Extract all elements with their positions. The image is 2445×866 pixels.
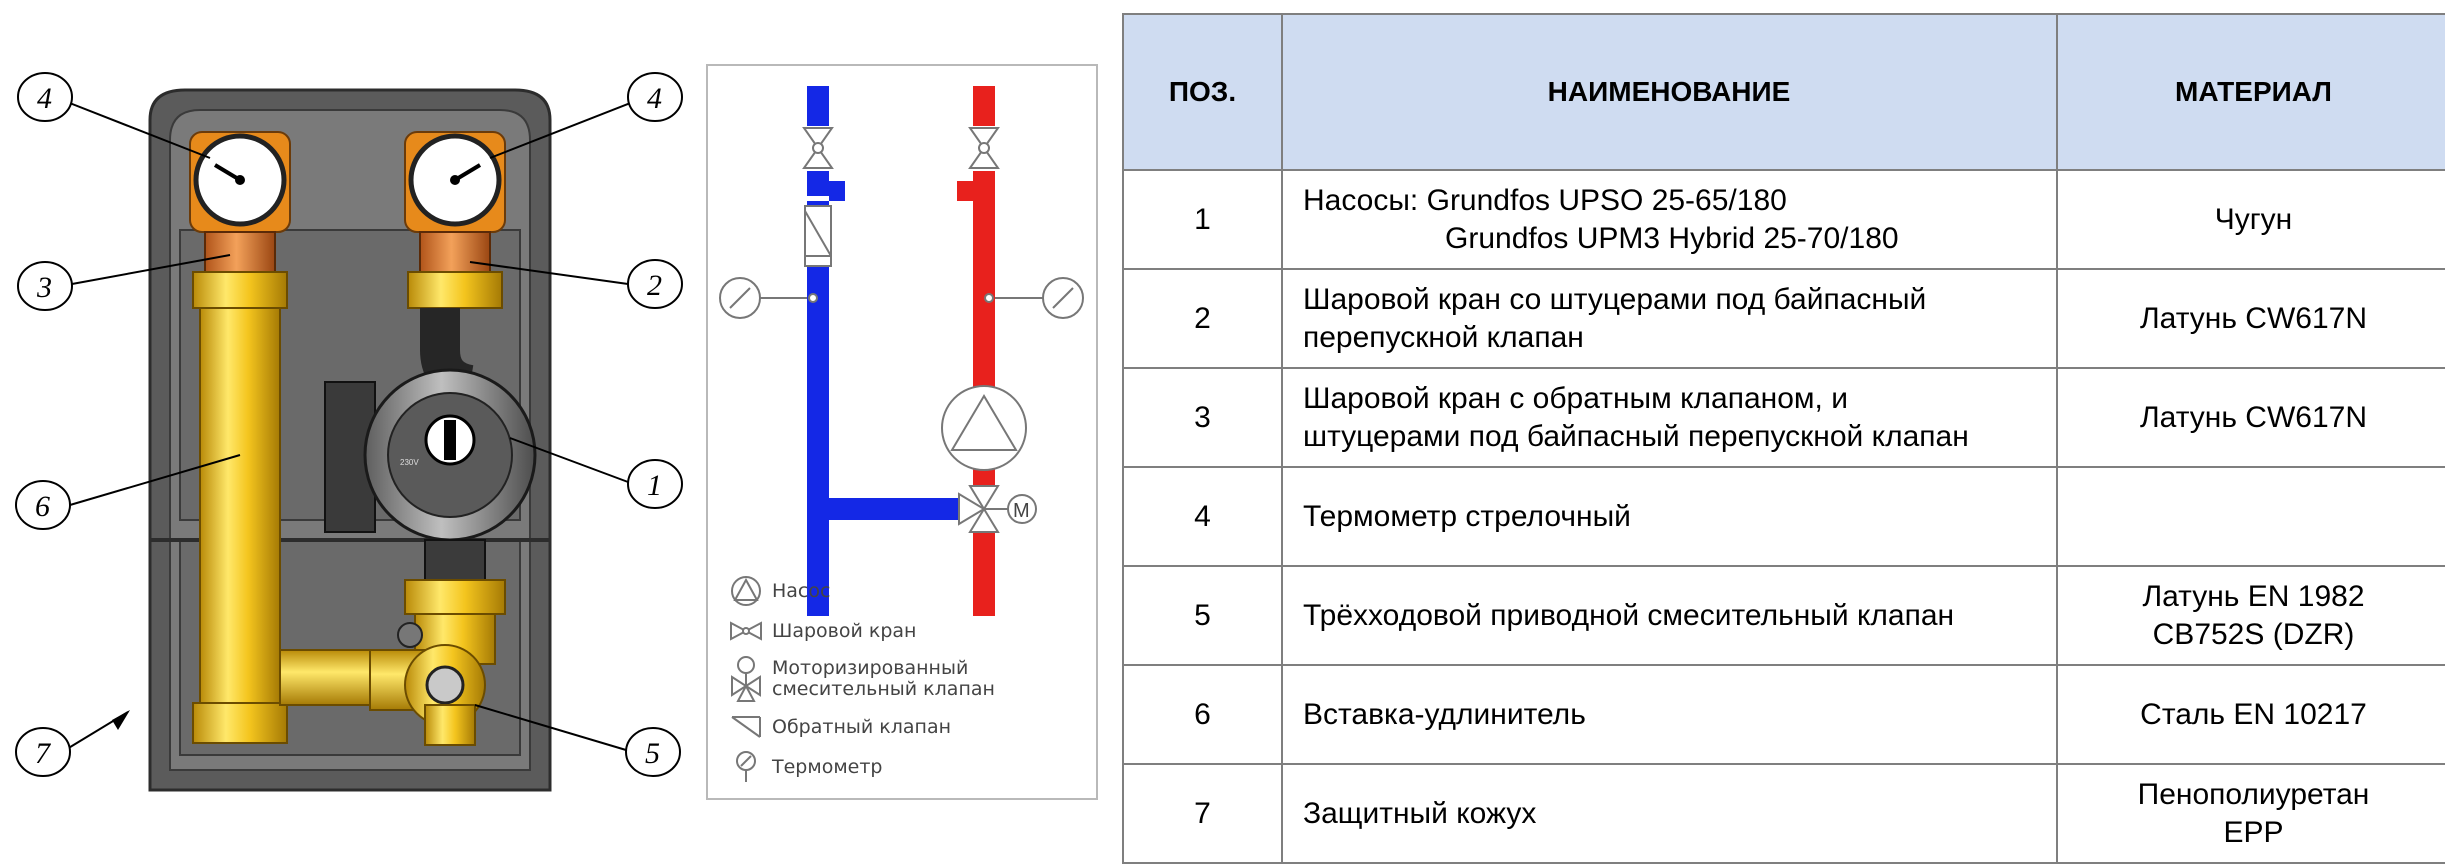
svg-text:4: 4 [647,82,662,115]
cell-material: Латунь CW617N [2057,269,2445,368]
schematic-legend [728,571,1088,787]
svg-text:1: 1 [647,469,662,502]
ball-valve-return [804,128,832,168]
thermometer-icon [728,750,764,784]
callout-4-right [628,73,682,121]
pump-symbol [942,386,1026,470]
pump-marking: 230V [400,458,419,467]
callout-1 [628,460,682,508]
ball-valve-bypass [420,232,490,272]
pump-icon [728,575,764,607]
callout-5 [626,728,680,776]
cell-name: Насосы: Grundfos UPSO 25-65/180 Grundfos UPM3 Hybrid 25-70/180 [1282,170,2057,269]
table-row [1123,467,2445,566]
cell-name: Термометр стрелочный [1282,467,2057,566]
legend-item-check-valve: Обратный клапан [728,707,1088,747]
thermometer-return [720,278,817,318]
cell-pos: 1 [1123,170,1282,269]
cell-pos: 4 [1123,467,1282,566]
svg-text:4: 4 [37,82,52,115]
table-row [1123,269,2445,368]
legend-item-thermometer: Термометр [728,747,1088,787]
table-row [1123,368,2445,467]
svg-text:5: 5 [645,737,660,770]
ball-valve-supply [970,128,998,168]
cell-material: Сталь EN 10217 [2057,665,2445,764]
cell-material: Латунь CW617N [2057,368,2445,467]
cell-name: Шаровой кран со штуцерами под байпасный перепускной клапан [1282,269,2057,368]
check-valve-return [805,206,831,266]
circulation-pump [325,370,535,540]
header-material: МАТЕРИАЛ [2057,14,2445,170]
table-header-row [1123,14,2445,170]
svg-text:3: 3 [37,271,52,304]
callout-2 [628,260,682,308]
thermometer-left [190,132,290,232]
thermometer-supply [985,278,1083,318]
check-valve-icon [728,713,764,741]
cell-pos: 3 [1123,368,1282,467]
table-row [1123,764,2445,863]
table-row [1123,665,2445,764]
cell-name: Защитный кожух [1282,764,2057,863]
cell-pos: 2 [1123,269,1282,368]
arrowhead-7 [112,710,130,730]
cell-pos: 7 [1123,764,1282,863]
pump-outlet [425,540,485,580]
mixing-valve-symbol [959,486,1036,532]
svg-text:2: 2 [647,269,662,302]
cell-name: Трёхходовой приводной смесительный клапан [1282,566,2057,665]
callout-4-left [18,73,72,121]
header-pos: ПОЗ. [1123,14,1282,170]
motor-label: M [1013,500,1030,522]
callout-7 [16,728,70,776]
cell-name: Шаровой кран с обратным клапаном, и штуцерами под байпасный перепускной клапан [1282,368,2057,467]
legend-item-ball-valve: Шаровой кран [728,611,1088,651]
cell-pos: 5 [1123,566,1282,665]
cell-material [2057,467,2445,566]
cell-material: Латунь EN 1982 CB752S (DZR) [2057,566,2445,665]
svg-text:7: 7 [35,737,50,770]
callout-3 [18,262,72,310]
cell-material: Чугун [2057,170,2445,269]
ball-valve-icon [728,619,764,643]
callout-6 [16,481,70,529]
cell-material: Пенополиуретан EPP [2057,764,2445,863]
legend-item-pump: Насос [728,571,1088,611]
thermometer-right [405,132,505,232]
svg-text:6: 6 [35,490,50,523]
cell-pos: 6 [1123,665,1282,764]
legend-item-motorized-mixing-valve: Моторизированный смесительный клапан [728,651,1088,707]
motorized-mixing-valve-icon [728,655,764,703]
specification-table [1122,13,2445,864]
table-row [1123,566,2445,665]
cell-name: Вставка-удлинитель [1282,665,2057,764]
table-row [1123,170,2445,269]
right-union-nut [408,272,502,308]
ball-valve-with-check [205,232,275,272]
header-name: НАИМЕНОВАНИЕ [1282,14,2057,170]
hydraulic-schematic-panel [706,64,1098,800]
pump-group-drawing [0,0,700,866]
